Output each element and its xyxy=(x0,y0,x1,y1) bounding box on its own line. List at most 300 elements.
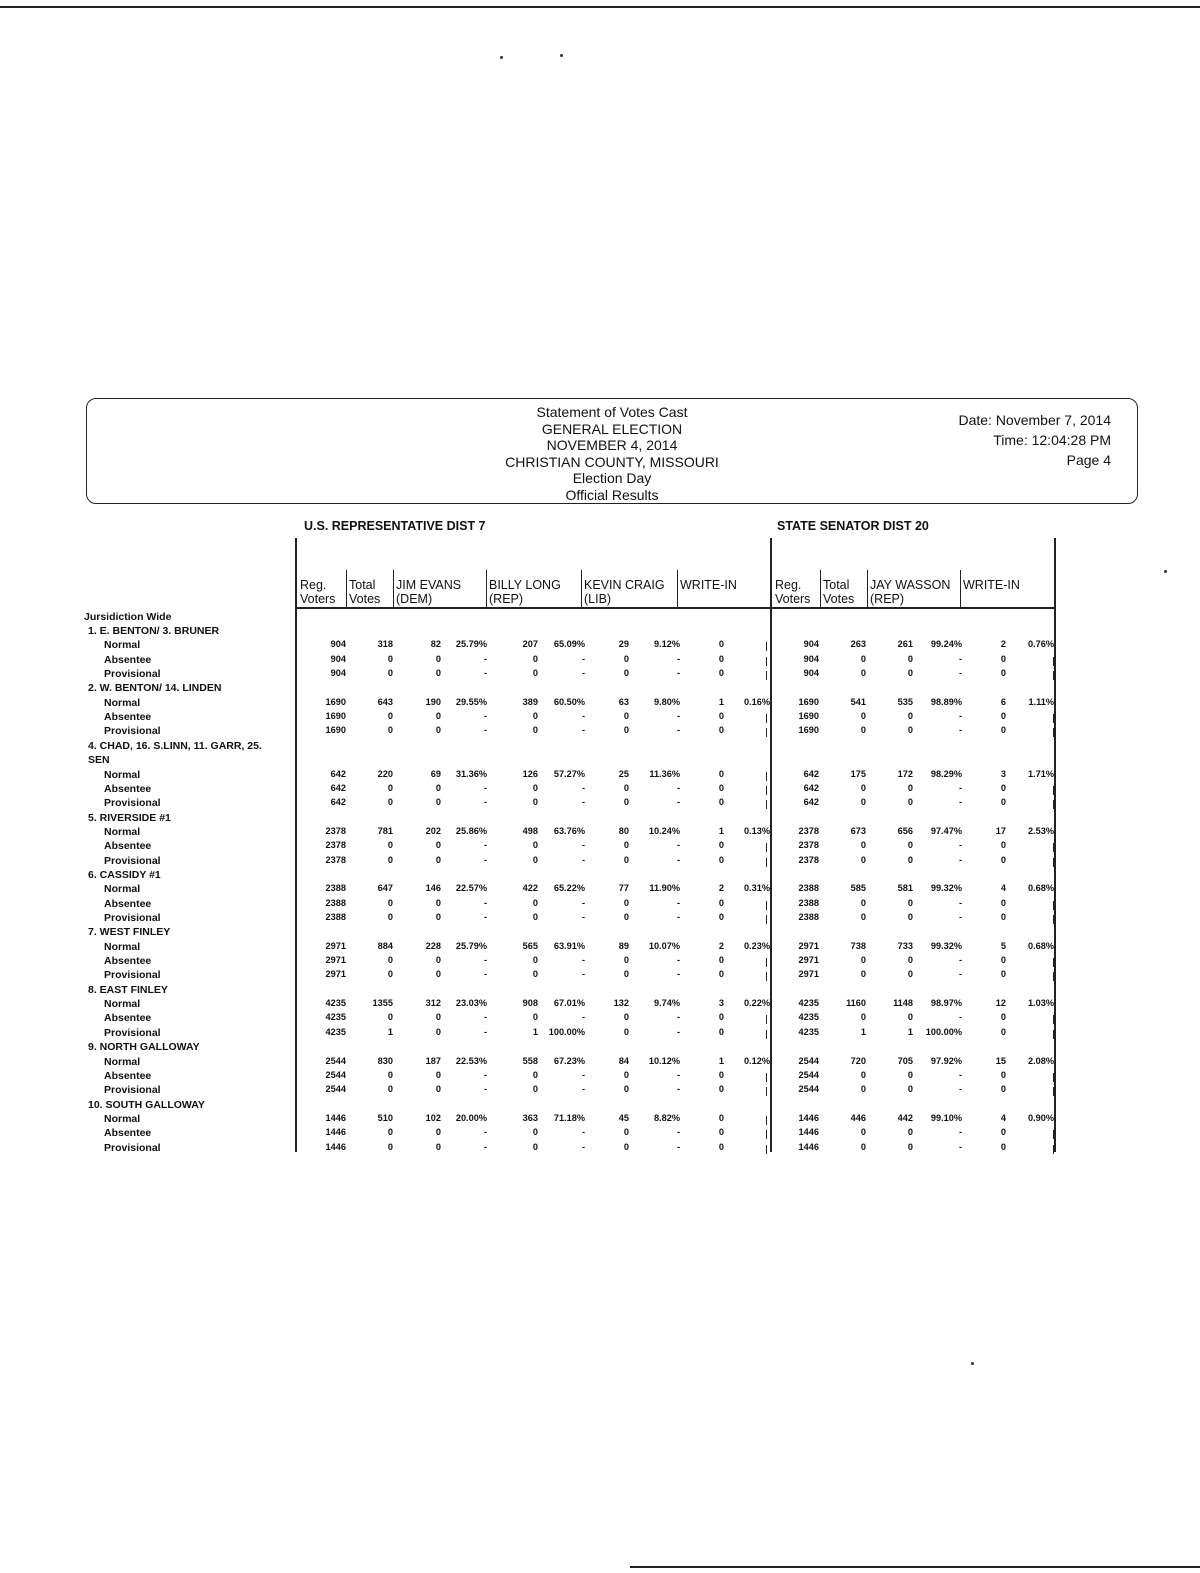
sen-cell: 0 xyxy=(860,653,866,664)
sen-cell: - xyxy=(958,840,962,851)
rep-cell: 25.79% xyxy=(455,639,487,650)
rep-cell: 0 xyxy=(623,782,629,793)
rep-cell: 22.53% xyxy=(455,1055,487,1066)
rep-cell: 8.82% xyxy=(653,1112,680,1123)
cell-end-tick xyxy=(1053,1130,1054,1139)
sen-cell: - xyxy=(958,854,962,865)
sen-cell: 2971 xyxy=(798,955,819,966)
sen-cell: - xyxy=(958,668,962,679)
rep-cell: 100.00% xyxy=(548,1026,585,1037)
rep-cell: - xyxy=(581,797,585,808)
rep-cell: 0 xyxy=(532,725,538,736)
sen-cell: 4235 xyxy=(798,1026,819,1037)
rep-cell: 0 xyxy=(532,653,538,664)
rep-cell: 0 xyxy=(623,1141,629,1152)
rep-cell: - xyxy=(676,725,680,736)
rep-cell: 190 xyxy=(425,696,441,707)
sen-cell: 4235 xyxy=(798,1012,819,1023)
vote-type-label: Provisional xyxy=(104,725,161,738)
sen-cell: 1446 xyxy=(798,1141,819,1152)
table-row xyxy=(0,639,1200,653)
election-name: GENERAL ELECTION xyxy=(541,420,683,437)
rep-cell: 0 xyxy=(387,912,393,922)
sen-cell: 172 xyxy=(897,768,913,779)
rep-cell: 220 xyxy=(377,768,393,779)
rep-cell: 0.13% xyxy=(743,825,770,836)
rep-cell: 642 xyxy=(330,782,346,793)
rep-cell: 0 xyxy=(532,797,538,808)
rep-cell: 0 xyxy=(718,668,724,679)
rep-cell: 0 xyxy=(532,1084,538,1095)
col-write-in-rep: WRITE-IN xyxy=(680,578,737,592)
rep-cell: 126 xyxy=(522,768,538,779)
sen-cell: 904 xyxy=(803,639,819,650)
sen-cell: 0 xyxy=(860,1084,866,1095)
rep-cell: 0 xyxy=(435,668,441,679)
rep-cell: - xyxy=(483,1012,487,1023)
rep-cell: 2388 xyxy=(325,883,346,894)
rep-cell: 0 xyxy=(623,955,629,966)
table-row xyxy=(0,783,1200,797)
rep-cell: 89 xyxy=(618,940,629,951)
sen-cell: 4235 xyxy=(798,998,819,1009)
rep-cell: 0.23% xyxy=(743,940,770,951)
rep-cell: - xyxy=(676,840,680,851)
sen-cell: 0.68% xyxy=(1027,940,1054,951)
sen-cell: 0 xyxy=(860,711,866,722)
table-row xyxy=(0,1142,1200,1156)
rep-cell: 0 xyxy=(435,1084,441,1095)
rep-cell: 0 xyxy=(718,711,724,722)
rep-cell: 0 xyxy=(718,797,724,808)
vote-type-label: Normal xyxy=(104,1055,141,1068)
rep-cell: 4235 xyxy=(325,1026,346,1037)
rep-cell: 9.80% xyxy=(653,696,680,707)
rep-cell: 0.31% xyxy=(743,883,770,894)
rep-cell: 647 xyxy=(377,883,393,894)
rep-cell: 0 xyxy=(435,797,441,808)
sen-cell: 2.08% xyxy=(1027,1055,1054,1066)
rep-cell: 0 xyxy=(532,782,538,793)
rep-cell: 0 xyxy=(532,912,538,922)
rep-cell: - xyxy=(676,854,680,865)
sen-cell: 2388 xyxy=(798,883,819,894)
precinct-header-row xyxy=(0,926,1200,940)
sen-cell: 0 xyxy=(1000,653,1006,664)
rep-cell: 0 xyxy=(623,1084,629,1095)
sen-cell: - xyxy=(958,782,962,793)
col-billy-long: BILLY LONG (REP) xyxy=(489,578,561,606)
rep-cell: 2388 xyxy=(325,897,346,908)
sen-cell: - xyxy=(958,1084,962,1095)
precinct-header-row xyxy=(0,869,1200,883)
rep-cell: 10.12% xyxy=(648,1055,680,1066)
rep-cell: - xyxy=(581,1084,585,1095)
vote-type-label: Normal xyxy=(104,696,141,709)
sen-cell: 3 xyxy=(1000,768,1006,779)
sen-cell: 2378 xyxy=(798,825,819,836)
table-row xyxy=(0,711,1200,725)
rep-cell: - xyxy=(483,653,487,664)
sen-cell: 442 xyxy=(897,1112,913,1123)
rep-cell: 0 xyxy=(718,639,724,650)
rep-cell: 0 xyxy=(532,1127,538,1138)
sen-cell: 0 xyxy=(860,1069,866,1080)
rep-cell: 0 xyxy=(435,912,441,922)
report-title: Statement of Votes Cast xyxy=(536,404,688,420)
scan-speck xyxy=(971,1362,974,1365)
report-scope: Election Day xyxy=(572,470,652,486)
sen-cell: - xyxy=(958,955,962,966)
sen-cell: 705 xyxy=(897,1055,913,1066)
sen-cell: 0.90% xyxy=(1027,1112,1054,1123)
rep-cell: 0 xyxy=(718,955,724,966)
rep-cell: - xyxy=(483,955,487,966)
rep-cell: 0 xyxy=(623,1026,629,1037)
sen-cell: 0 xyxy=(860,912,866,922)
rep-cell: 558 xyxy=(522,1055,538,1066)
rep-cell: 2971 xyxy=(325,940,346,951)
page-number: Page 4 xyxy=(1066,452,1111,468)
precinct-name: 6. CASSIDY #1 xyxy=(88,868,161,881)
report-date: Date: November 7, 2014 xyxy=(958,412,1111,428)
rep-cell: - xyxy=(676,1069,680,1080)
rep-cell: 0 xyxy=(718,768,724,779)
jurisdiction-label: Jursidiction Wide xyxy=(84,611,172,623)
cell-end-tick xyxy=(1053,800,1054,809)
rep-cell: 132 xyxy=(613,998,629,1009)
rep-cell: - xyxy=(483,1141,487,1152)
sen-cell: 0 xyxy=(907,1127,913,1138)
rep-cell: 0 xyxy=(435,711,441,722)
vote-type-label: Absentee xyxy=(104,1069,152,1082)
rep-cell: 2378 xyxy=(325,840,346,851)
table-row xyxy=(0,1113,1200,1127)
precinct-header-row xyxy=(0,1099,1200,1113)
rep-cell: - xyxy=(581,969,585,980)
rep-cell: 63.76% xyxy=(553,825,585,836)
precinct-header-row xyxy=(0,740,1200,754)
rep-cell: 0 xyxy=(435,854,441,865)
sen-cell: 15 xyxy=(995,1055,1006,1066)
rep-cell: 67.23% xyxy=(553,1055,585,1066)
rep-cell: 0 xyxy=(718,782,724,793)
cell-end-tick xyxy=(1053,1073,1054,1082)
sen-cell: 2544 xyxy=(798,1084,819,1095)
rep-cell: - xyxy=(483,897,487,908)
table-row xyxy=(0,955,1200,969)
rep-cell: 0 xyxy=(435,782,441,793)
precinct-header-row xyxy=(0,682,1200,696)
vote-type-label: Provisional xyxy=(104,668,161,681)
rep-cell: 0 xyxy=(387,668,393,679)
vote-type-label: Absentee xyxy=(104,897,152,910)
rep-cell: 2 xyxy=(718,940,724,951)
sen-race-title: STATE SENATOR DIST 20 xyxy=(777,519,929,533)
rep-cell: 904 xyxy=(330,639,346,650)
rep-cell: - xyxy=(676,897,680,908)
sen-cell: 2.53% xyxy=(1027,825,1054,836)
rep-cell: 318 xyxy=(377,639,393,650)
sen-cell: 0 xyxy=(860,668,866,679)
page-bottom-rule xyxy=(630,1566,1200,1568)
rep-cell: 77 xyxy=(618,883,629,894)
rep-cell: 0 xyxy=(387,969,393,980)
cell-end-tick xyxy=(1053,858,1054,867)
rep-cell: 0 xyxy=(387,1141,393,1152)
sen-cell: 261 xyxy=(897,639,913,650)
rep-cell: 11.36% xyxy=(649,768,680,779)
rep-cell: 904 xyxy=(330,668,346,679)
rep-cell: 0 xyxy=(387,725,393,736)
rep-cell: 1690 xyxy=(325,696,346,707)
sen-cell: 0 xyxy=(907,1141,913,1152)
table-row xyxy=(0,668,1200,682)
report-time: Time: 12:04:28 PM xyxy=(993,432,1111,448)
rep-cell: 0 xyxy=(532,1069,538,1080)
rep-cell: - xyxy=(483,725,487,736)
col-kevin-craig: KEVIN CRAIG (LIB) xyxy=(584,578,665,606)
rep-cell: - xyxy=(483,840,487,851)
sen-cell: - xyxy=(958,897,962,908)
rep-cell: - xyxy=(676,653,680,664)
sen-cell: 585 xyxy=(850,883,866,894)
rep-cell: - xyxy=(483,1026,487,1037)
rep-cell: 63.91% xyxy=(553,940,585,951)
precinct-name: 7. WEST FINLEY xyxy=(88,926,171,939)
rep-cell: 510 xyxy=(377,1112,393,1123)
table-row xyxy=(0,883,1200,897)
rep-cell: 565 xyxy=(522,940,538,951)
sen-cell: 1.11% xyxy=(1028,696,1054,707)
rep-cell: 0 xyxy=(623,1012,629,1023)
rep-cell: 1 xyxy=(387,1026,393,1037)
rep-cell: 0.12% xyxy=(743,1055,770,1066)
sen-cell: 1.03% xyxy=(1027,998,1054,1009)
rep-cell: 312 xyxy=(425,998,441,1009)
precinct-name: 4. CHAD, 16. S.LINN, 11. GARR, 25. xyxy=(88,739,262,752)
sen-cell: - xyxy=(958,797,962,808)
sen-cell: 5 xyxy=(1000,940,1006,951)
rep-cell: - xyxy=(483,912,487,922)
rep-cell: 25.86% xyxy=(455,825,487,836)
rep-cell: 0 xyxy=(387,955,393,966)
sen-cell: 12 xyxy=(995,998,1006,1009)
rep-cell: 0 xyxy=(435,969,441,980)
table-row xyxy=(0,1056,1200,1070)
cell-end-tick xyxy=(1053,1030,1054,1039)
cell-end-tick xyxy=(1053,1015,1054,1024)
sen-cell: 1690 xyxy=(798,696,819,707)
vote-type-label: Absentee xyxy=(104,711,152,724)
rep-cell: 25 xyxy=(618,768,629,779)
table-row xyxy=(0,697,1200,711)
sen-cell: 0 xyxy=(907,711,913,722)
sen-cell: 642 xyxy=(803,782,819,793)
rep-cell: 0 xyxy=(435,955,441,966)
rep-cell: - xyxy=(676,797,680,808)
rep-cell: 10.07% xyxy=(648,940,680,951)
rep-cell: 2544 xyxy=(325,1055,346,1066)
rep-cell: 0 xyxy=(532,1012,538,1023)
rep-cell: 0 xyxy=(387,711,393,722)
rep-cell: 1 xyxy=(718,1055,724,1066)
table-row xyxy=(0,797,1200,811)
sen-cell: 97.92% xyxy=(930,1055,962,1066)
rep-cell: 389 xyxy=(522,696,538,707)
rep-cell: 0 xyxy=(718,969,724,980)
rep-cell: 0 xyxy=(623,897,629,908)
vote-type-label: Normal xyxy=(104,940,141,953)
rep-cell: 0.16% xyxy=(743,696,770,707)
sen-cell: 0 xyxy=(907,782,913,793)
sen-cell: 904 xyxy=(803,668,819,679)
sen-cell: 1 xyxy=(860,1026,866,1037)
sen-cell: 263 xyxy=(850,639,866,650)
sen-cell: 0 xyxy=(907,840,913,851)
rep-cell: - xyxy=(581,668,585,679)
rep-cell: 1690 xyxy=(325,725,346,736)
rep-cell: 2971 xyxy=(325,955,346,966)
sen-cell: 0 xyxy=(907,969,913,980)
table-row xyxy=(0,1027,1200,1041)
rep-cell: 29.55% xyxy=(455,696,487,707)
report-meta xyxy=(958,410,1111,470)
sen-cell: 0 xyxy=(1000,854,1006,865)
sen-cell: 0 xyxy=(1000,1084,1006,1095)
vote-type-label: Absentee xyxy=(104,955,152,968)
rep-cell: 1355 xyxy=(372,998,393,1009)
report-status: Official Results xyxy=(565,486,659,503)
sen-cell: - xyxy=(958,1141,962,1152)
sen-cell: 0 xyxy=(907,668,913,679)
election-date: NOVEMBER 4, 2014 xyxy=(546,437,678,453)
rep-cell: - xyxy=(483,782,487,793)
sen-cell: - xyxy=(958,1127,962,1138)
col-total-votes: Total Votes xyxy=(349,578,380,606)
scan-speck xyxy=(560,54,563,57)
rep-cell: 0 xyxy=(623,668,629,679)
sen-cell: 0 xyxy=(907,1012,913,1023)
rep-cell: 422 xyxy=(522,883,538,894)
sen-cell: 98.89% xyxy=(930,696,962,707)
rep-cell: 146 xyxy=(425,883,441,894)
precinct-name: 8. EAST FINLEY xyxy=(88,983,168,996)
rep-cell: 0 xyxy=(387,897,393,908)
cell-end-tick xyxy=(1053,958,1054,967)
rep-cell: 0 xyxy=(532,897,538,908)
sen-cell: 1148 xyxy=(893,998,913,1009)
rep-cell: - xyxy=(581,653,585,664)
col-sen-reg-voters: Reg. Voters xyxy=(775,578,811,606)
table-row xyxy=(0,912,1200,926)
rep-cell: 31.36% xyxy=(455,768,487,779)
rep-cell: 0 xyxy=(387,782,393,793)
col-jim-evans: JIM EVANS (DEM) xyxy=(396,578,461,606)
rep-cell: 0 xyxy=(435,1012,441,1023)
sen-cell: 0 xyxy=(1000,912,1006,922)
rep-cell: 0 xyxy=(718,1069,724,1080)
rep-cell: - xyxy=(483,1084,487,1095)
rep-cell: 63 xyxy=(618,696,629,707)
rep-cell: 0 xyxy=(532,969,538,980)
sen-cell: 4 xyxy=(1000,883,1006,894)
table-row xyxy=(0,1012,1200,1026)
sen-cell: 99.10% xyxy=(930,1112,962,1123)
rep-cell: 84 xyxy=(618,1055,629,1066)
sen-cell: 2 xyxy=(1000,639,1006,650)
rep-cell: - xyxy=(483,969,487,980)
sen-cell: 0 xyxy=(1000,797,1006,808)
table-row xyxy=(0,840,1200,854)
rep-cell: 57.27% xyxy=(553,768,585,779)
sen-cell: - xyxy=(958,1069,962,1080)
precinct-name-cont: SEN xyxy=(88,754,110,767)
table-row xyxy=(0,725,1200,739)
sen-cell: - xyxy=(958,711,962,722)
sen-cell: 2971 xyxy=(798,940,819,951)
sen-cell: 0 xyxy=(860,897,866,908)
rep-cell: 0 xyxy=(718,725,724,736)
rep-cell: 45 xyxy=(618,1112,629,1123)
sen-cell: 0 xyxy=(860,1141,866,1152)
rep-cell: 2378 xyxy=(325,825,346,836)
sen-cell: 0 xyxy=(860,797,866,808)
sen-cell: 1446 xyxy=(798,1127,819,1138)
sen-cell: 1 xyxy=(907,1026,913,1037)
rep-cell: - xyxy=(676,1141,680,1152)
rep-cell: 1446 xyxy=(325,1141,346,1152)
rep-cell: 3 xyxy=(718,998,724,1009)
sen-cell: 738 xyxy=(850,940,866,951)
sen-cell: 0 xyxy=(860,782,866,793)
sen-cell: 733 xyxy=(897,940,913,951)
rep-cell: 0 xyxy=(718,1141,724,1152)
sen-cell: 642 xyxy=(803,797,819,808)
rep-cell: 0 xyxy=(435,1069,441,1080)
sen-cell: 98.29% xyxy=(930,768,962,779)
sen-cell: 0 xyxy=(907,725,913,736)
rep-cell: 2388 xyxy=(325,912,346,922)
rep-cell: 9.12% xyxy=(653,639,680,650)
col-sen-total-votes: Total Votes xyxy=(823,578,854,606)
rep-cell: - xyxy=(581,955,585,966)
rep-cell: - xyxy=(581,1127,585,1138)
rep-cell: 0 xyxy=(623,725,629,736)
rep-cell: 363 xyxy=(522,1112,538,1123)
sen-cell: 0 xyxy=(1000,1141,1006,1152)
rep-cell: 0 xyxy=(623,797,629,808)
rep-cell: 1 xyxy=(532,1026,538,1037)
county-name: CHRISTIAN COUNTY, MISSOURI xyxy=(505,453,719,470)
sen-cell: 17 xyxy=(995,825,1006,836)
vote-type-label: Normal xyxy=(104,883,141,896)
rep-cell: 0 xyxy=(623,653,629,664)
rep-cell: 4235 xyxy=(325,998,346,1009)
rep-cell: 0 xyxy=(435,725,441,736)
rep-cell: 69 xyxy=(430,768,441,779)
rep-cell: 0 xyxy=(718,912,724,922)
rep-cell: - xyxy=(676,1127,680,1138)
header-underline xyxy=(296,607,1055,609)
rep-cell: 0 xyxy=(718,1012,724,1023)
rep-cell: 0 xyxy=(532,840,538,851)
sen-cell: 0 xyxy=(1000,1069,1006,1080)
sen-cell: 656 xyxy=(897,825,913,836)
rep-cell: 0 xyxy=(532,854,538,865)
sen-cell: 0 xyxy=(860,955,866,966)
sen-cell: 0 xyxy=(1000,711,1006,722)
